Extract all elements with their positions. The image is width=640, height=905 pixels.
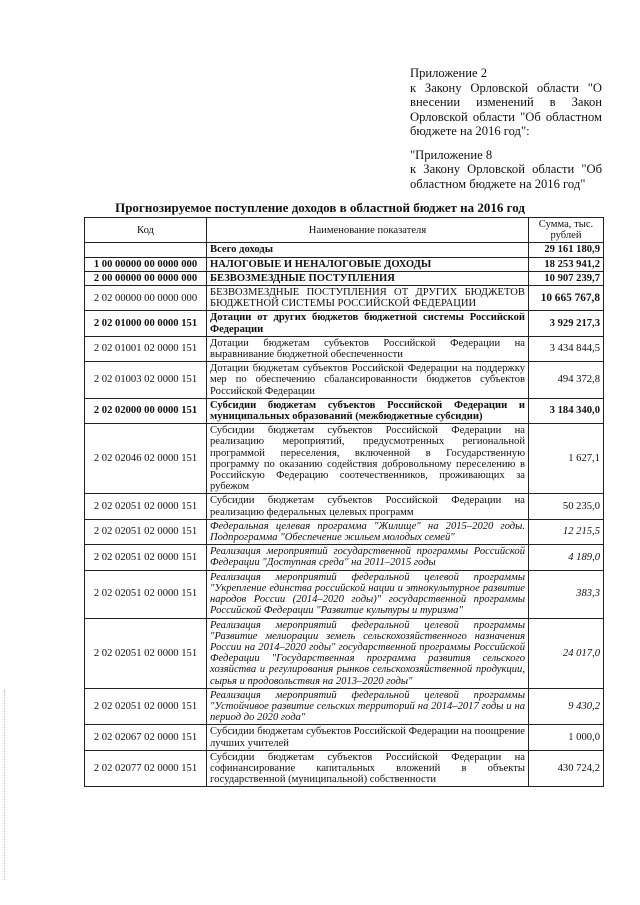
row-sum: 383,3	[529, 570, 604, 618]
table-row	[85, 618, 604, 688]
row-code: 2 02 02051 02 0000 151	[85, 545, 207, 570]
scan-margin-marks	[4, 690, 7, 880]
row-name: Реализация мероприятий государственной программы Российской Федерации "Доступная среда" на 2011–2015 годы	[207, 545, 529, 570]
appendix-note	[410, 66, 602, 191]
row-name: Всего доходы	[207, 243, 529, 257]
row-sum: 10 907 239,7	[529, 271, 604, 285]
row-sum: 12 215,5	[529, 519, 604, 544]
row-name: Реализация мероприятий федеральной целевой программы "Устойчивое развитие сельских территорий на 2014–2017 годы и на период до 2020 года"	[207, 688, 529, 725]
row-code	[85, 243, 207, 257]
table-row	[85, 545, 604, 570]
table-row	[85, 570, 604, 618]
revenue-table	[84, 217, 604, 787]
row-name: Субсидии бюджетам субъектов Российской Федерации на поощрение лучших учителей	[207, 725, 529, 750]
row-sum: 3 184 340,0	[529, 398, 604, 423]
header-code: Код	[85, 218, 207, 243]
row-sum: 9 430,2	[529, 688, 604, 725]
row-name: Реализация мероприятий федеральной целевой программы "Развитие мелиорации земель сельскохозяйственного назначения России на 2014–2020 годы" государственной программы Российской Федерации "Государственная программа развития сельского хозяйства и регулирования рынков сельскохозяйственной продукции, сырья и продовольствия на 2013–2020 годы"	[207, 618, 529, 688]
row-code: 2 02 02051 02 0000 151	[85, 618, 207, 688]
row-name: Субсидии бюджетам субъектов Российской Федерации на реализацию мероприятий, предусмотренных региональной программой переселения, включенной в Государственную программу по оказанию содействия добровольному переселению в Российскую Федерацию соотечественников, проживающих за рубежом	[207, 424, 529, 494]
row-code: 1 00 00000 00 0000 000	[85, 257, 207, 271]
table-row	[85, 424, 604, 494]
row-sum: 4 189,0	[529, 545, 604, 570]
row-code: 2 02 02051 02 0000 151	[85, 570, 207, 618]
table-row	[85, 271, 604, 285]
appendix-line: Приложение 2	[410, 66, 488, 80]
table-row	[85, 286, 604, 311]
row-name: БЕЗВОЗМЕЗДНЫЕ ПОСТУПЛЕНИЯ ОТ ДРУГИХ БЮДЖЕТОВ БЮДЖЕТНОЙ СИСТЕМЫ РОССИЙСКОЙ ФЕДЕРАЦИИ	[207, 286, 529, 311]
table-row	[85, 398, 604, 423]
row-sum: 10 665 767,8	[529, 286, 604, 311]
table-row	[85, 725, 604, 750]
row-code: 2 00 00000 00 0000 000	[85, 271, 207, 285]
row-code: 2 02 02046 02 0000 151	[85, 424, 207, 494]
table-row	[85, 519, 604, 544]
page-title: Прогнозируемое поступление доходов в областной бюджет на 2016 год	[115, 200, 525, 215]
row-code: 2 02 02051 02 0000 151	[85, 494, 207, 519]
row-code: 2 02 02067 02 0000 151	[85, 725, 207, 750]
row-code: 2 02 02051 02 0000 151	[85, 519, 207, 544]
row-code: 2 02 02000 00 0000 151	[85, 398, 207, 423]
row-name: Реализация мероприятий федеральной целевой программы "Укрепление единства российской нации и этнокультурное развитие народов России (2014–2020 годы)" государственной программы Российской Федерации "Развитие культуры и туризма"	[207, 570, 529, 618]
row-code: 2 02 02051 02 0000 151	[85, 688, 207, 725]
row-name: Субсидии бюджетам субъектов Российской Федерации на софинансирование капитальных вложений в объекты государственной (муниципальной) собственности	[207, 750, 529, 787]
table-row	[85, 311, 604, 336]
row-code: 2 02 01001 02 0000 151	[85, 336, 207, 361]
row-code: 2 02 00000 00 0000 000	[85, 286, 207, 311]
table-row	[85, 362, 604, 399]
table-row	[85, 494, 604, 519]
row-sum: 3 434 844,5	[529, 336, 604, 361]
row-sum: 3 929 217,3	[529, 311, 604, 336]
appendix-line: "Приложение 8	[410, 147, 493, 162]
row-name: БЕЗВОЗМЕЗДНЫЕ ПОСТУПЛЕНИЯ	[207, 271, 529, 285]
appendix-line: к Закону Орловской области "О внесении изменений в Закон Орловской области "Об областном бюджете на 2016 год":	[410, 80, 602, 138]
row-sum: 1 000,0	[529, 725, 604, 750]
row-name: Дотации бюджетам субъектов Российской Федерации на выравнивание бюджетной обеспеченности	[207, 336, 529, 361]
row-sum: 430 724,2	[529, 750, 604, 787]
table-row	[85, 243, 604, 257]
table-header-row	[85, 218, 604, 243]
row-sum: 24 017,0	[529, 618, 604, 688]
row-sum: 18 253 941,2	[529, 257, 604, 271]
row-name: Федеральная целевая программа "Жилище" на 2015–2020 годы. Подпрограмма "Обеспечение жильем молодых семей"	[207, 519, 529, 544]
row-name: НАЛОГОВЫЕ И НЕНАЛОГОВЫЕ ДОХОДЫ	[207, 257, 529, 271]
row-name: Субсидии бюджетам субъектов Российской Федерации на реализацию федеральных целевых программ	[207, 494, 529, 519]
row-name: Дотации бюджетам субъектов Российской Федерации на поддержку мер по обеспечению сбалансированности бюджетов субъектов Российской Федерации	[207, 362, 529, 399]
row-name: Дотации от других бюджетов бюджетной системы Российской Федерации	[207, 311, 529, 336]
row-sum: 494 372,8	[529, 362, 604, 399]
row-name: Субсидии бюджетам субъектов Российской Федерации и муниципальных образований (межбюджетные субсидии)	[207, 398, 529, 423]
row-code: 2 02 02077 02 0000 151	[85, 750, 207, 787]
table-row	[85, 336, 604, 361]
row-sum: 1 627,1	[529, 424, 604, 494]
appendix-line: к Закону Орловской области "Об областном бюджете на 2016 год"	[410, 162, 602, 191]
table-row	[85, 688, 604, 725]
header-sum: Сумма, тыс. рублей	[529, 218, 604, 243]
row-code: 2 02 01003 02 0000 151	[85, 362, 207, 399]
row-sum: 50 235,0	[529, 494, 604, 519]
row-sum: 29 161 180,9	[529, 243, 604, 257]
header-name: Наименование показателя	[207, 218, 529, 243]
row-code: 2 02 01000 00 0000 151	[85, 311, 207, 336]
table-row	[85, 750, 604, 787]
table-row	[85, 257, 604, 271]
